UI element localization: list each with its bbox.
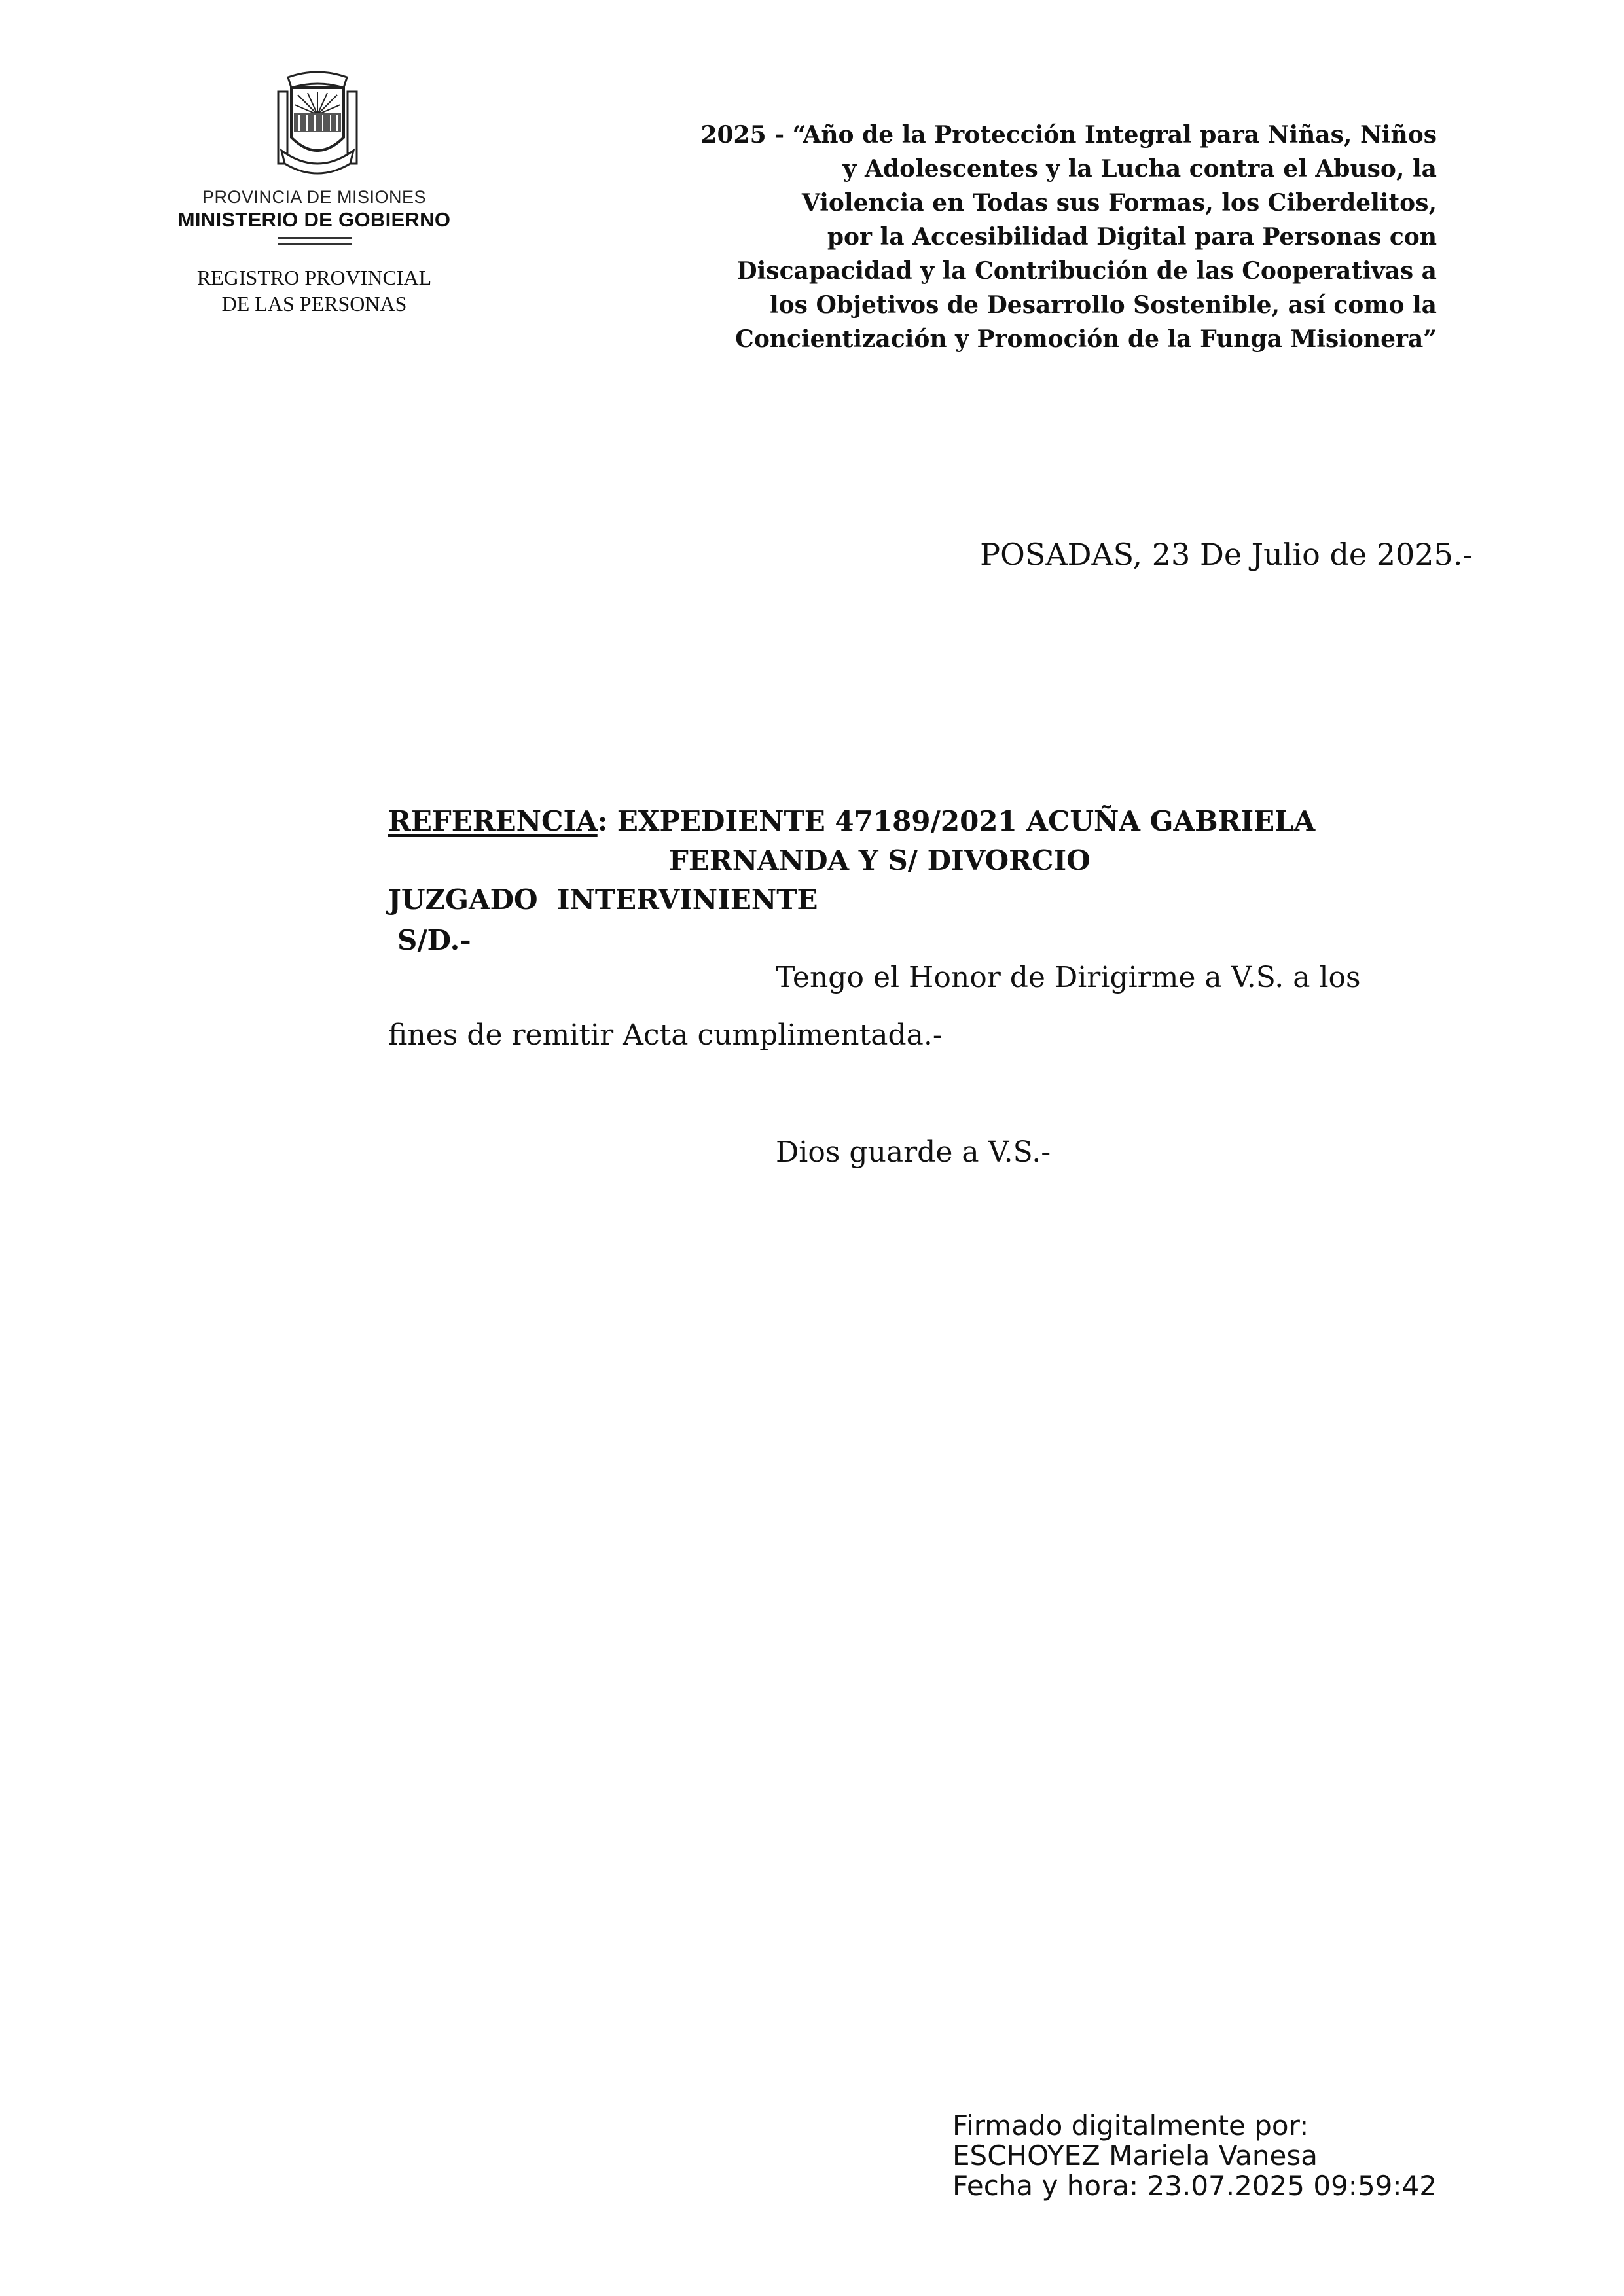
motto-line: y Adolescentes y la Lucha contra el Abuso, la (842, 155, 1437, 183)
ministry-name: MINISTERIO DE GOBIERNO (177, 208, 451, 231)
body-line-1: Tengo el Honor de Dirigirme a V.S. a los (776, 961, 1361, 994)
reference-line-2: FERNANDA Y S/ DIVORCIO (669, 844, 1091, 876)
reference-line-1 (388, 805, 1315, 837)
divider (278, 243, 352, 245)
reference-label: REFERENCIA (388, 805, 598, 837)
motto-line: por la Accesibilidad Digital para Personas con (827, 223, 1437, 251)
signature-line-3: Fecha y hora: 23.07.2025 09:59:42 (952, 2170, 1437, 2202)
letter-date: POSADAS, 23 De Julio de 2025.- (980, 537, 1473, 572)
year-motto (615, 118, 1437, 356)
signature-line-2: ESCHOYEZ Mariela Vanesa (952, 2140, 1318, 2172)
closing: Dios guarde a V.S.- (776, 1136, 1051, 1169)
province-name: PROVINCIA DE MISIONES (202, 187, 427, 207)
registry-line-2: DE LAS PERSONAS (221, 292, 407, 315)
digital-signature (952, 2111, 1437, 2201)
motto-line: 2025 - “Año de la Protección Integral para Niñas, Niños (700, 121, 1437, 149)
provincial-emblem-icon (252, 65, 383, 183)
registry-line-1: REGISTRO PROVINCIAL (196, 266, 432, 289)
recipient: JUZGADO INTERVINIENTE (388, 884, 818, 916)
motto-line: Discapacidad y la Contribución de las Cooperativas a (736, 257, 1437, 285)
divider (278, 237, 352, 239)
signature-line-1: Firmado digitalmente por: (952, 2109, 1309, 2142)
reference-text: : EXPEDIENTE 47189/2021 ACUÑA GABRIELA (597, 805, 1316, 837)
salutation: S/D.- (397, 924, 471, 956)
body-line-2: fines de remitir Acta cumplimentada.- (388, 1018, 943, 1052)
motto-line: los Objetivos de Desarrollo Sostenible, así como la (769, 291, 1437, 319)
motto-line: Concientización y Promoción de la Funga Misionera” (735, 325, 1437, 353)
motto-line: Violencia en Todas sus Formas, los Ciberdelitos, (801, 189, 1437, 217)
